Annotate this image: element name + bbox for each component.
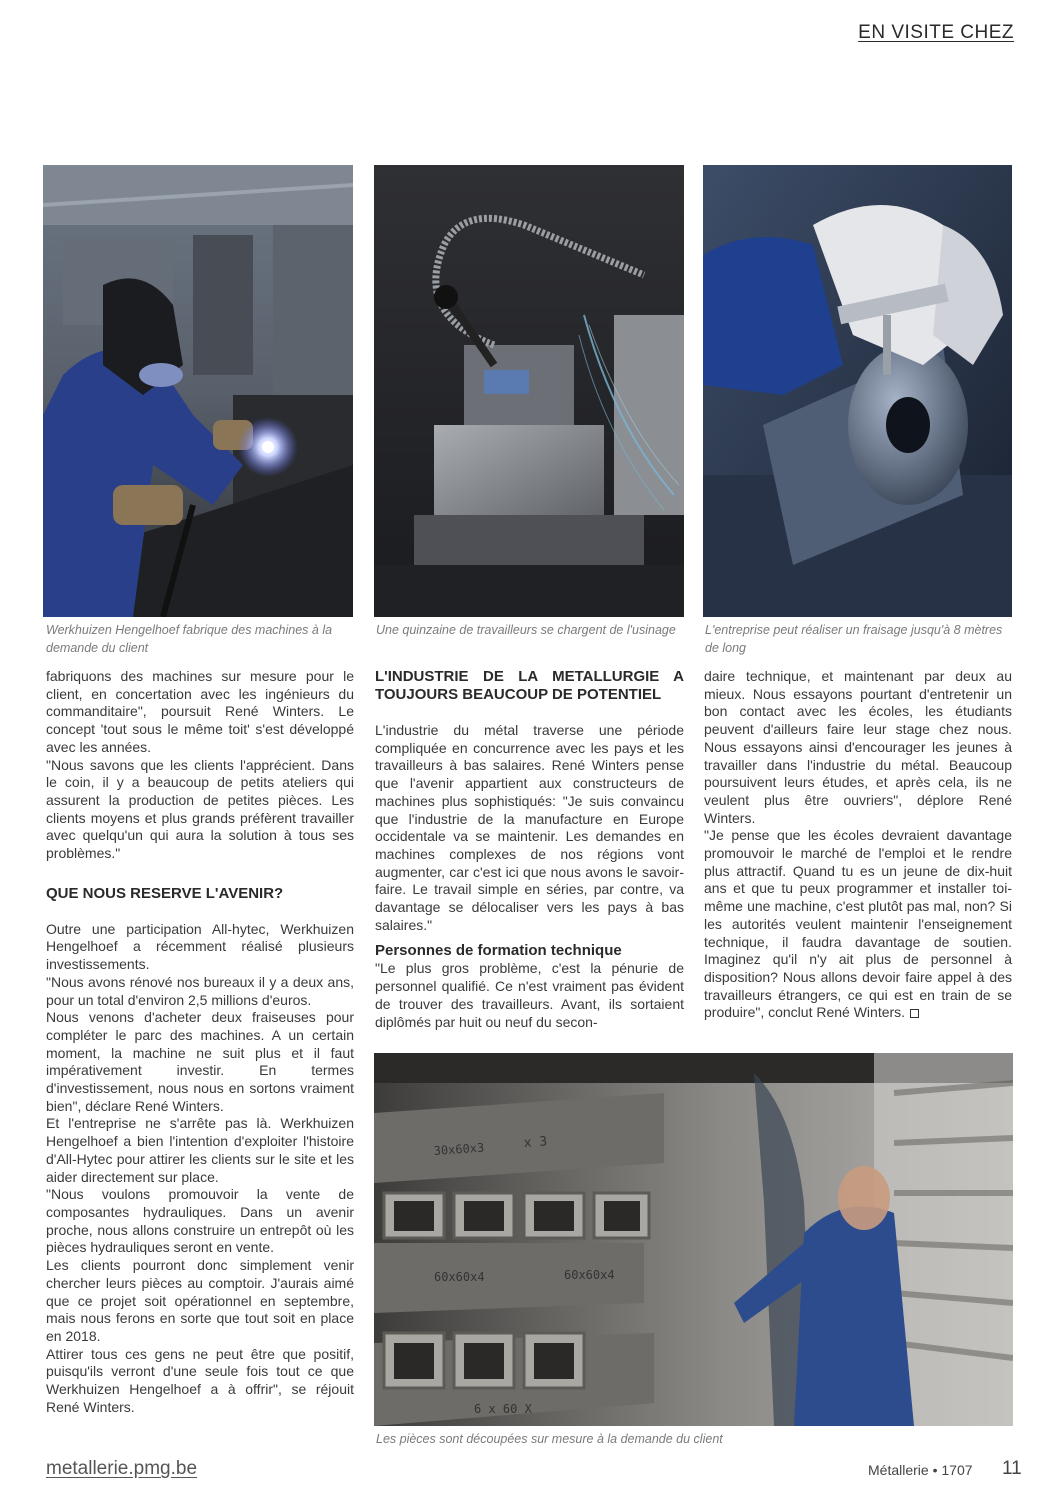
welder-photo — [43, 165, 353, 617]
lathe-caption: Une quinzaine de travailleurs se chargent de l'usinage — [376, 623, 676, 637]
col1-paragraph: "Nous avons rénové nos bureaux il y a deux ans, pour un total d'environ 2,5 millions d'euros. — [46, 973, 354, 1008]
col2-paragraph: "Le plus gros problème, c'est la pénurie de personnel qualifié. Ce n'est vraiment pas évident de trouver des travailleurs. Avant, ils sortaient diplômés par huit ou neuf du secon- — [375, 960, 684, 1030]
tube-label: x 3 — [523, 1134, 548, 1151]
col2-heading: L'INDUSTRIE DE LA METALLURGIE A TOUJOURS BEAUCOUP DE POTENTIEL — [375, 668, 684, 703]
col1-paragraph: fabriquons des machines sur mesure pour le client, en concertation avec les ingénieurs du commanditaire", poursuit René Winters. Le concept 'tout sous le même toit' s'est développé avec les années. — [46, 668, 354, 755]
page-number: 11 — [1002, 1458, 1022, 1479]
footer-magazine-issue: Métallerie • 1707 — [868, 1462, 973, 1478]
col3-paragraph — [704, 827, 1012, 1022]
tube-label: 60x60x4 — [564, 1268, 615, 1282]
column-1 — [46, 668, 354, 1416]
col1-paragraph: "Nous voulons promouvoir la vente de composantes hydrauliques. Dans un avenir proche, nous allons construire un entrepôt où les pièces hydrauliques seront en vente. — [46, 1186, 354, 1256]
tube-label: 60x60x4 — [434, 1270, 485, 1284]
col1-paragraph: Nous venons d'acheter deux fraiseuses pour compléter le parc des machines. A un certain moment, la machine ne suit plus et il faut impérativement investir. En termes d'investissement, nous nous en sortons vraiment bien", déclare René Winters. — [46, 1009, 354, 1114]
footer-website-link[interactable]: metallerie.pmg.be — [46, 1458, 198, 1479]
welder-caption: Werkhuizen Hengelhoef fabrique des machines à la demande du client — [46, 623, 333, 655]
col1-paragraph: Outre une participation All-hytec, Werkhuizen Hengelhoef a récemment réalisé plusieurs investissements. — [46, 920, 354, 973]
tubes-caption: Les pièces sont découpées sur mesure à la demande du client — [376, 1432, 723, 1446]
col2-paragraph: L'industrie du métal traverse une période compliquée en concurrence avec les pays et les travailleurs à bas salaires. René Winters pense que l'avenir appartient aux constructeurs de machines plus sophistiqués: "Je suis convaincu que l'industrie de la manufacture en Europe occidentale va se maintenir. Les demandes en machines complexes de nos régions vont augmenter, car c'est ici que nous avons le savoir-faire. Le travail simple en séries, par contre, va davantage se délocaliser vers les pays à bas salaires." — [375, 722, 684, 933]
end-of-article-icon — [910, 1009, 919, 1018]
measure-caption: L'entreprise peut réaliser un fraisage jusqu'à 8 mètres de long — [705, 623, 1003, 655]
col1-heading: QUE NOUS RESERVE L'AVENIR? — [46, 884, 284, 902]
col1-paragraph: Et l'entreprise ne s'arrête pas là. Werkhuizen Hengelhoef a bien l'intention d'exploiter l'histoire d'All-Hytec pour attirer les clients sur le site et les aider directement sur place. — [46, 1115, 354, 1185]
section-tag: EN VISITE CHEZ — [858, 22, 1014, 43]
column-2 — [375, 668, 684, 1031]
col3-paragraph: daire technique, et maintenant par deux au mieux. Nous essayons pourtant d'entretenir un bon contact avec les écoles, les étudiants peuvent d'ailleurs faire leur stage chez nous. Nous essayons ainsi d'encourager les jeunes à travailler dans l'industrie du métal. Beaucoup poursuivent leurs études, et après cela, ils ne veulent plus être ouvriers", déplore René Winters. — [704, 668, 1012, 826]
col1-paragraph: "Nous savons que les clients l'apprécient. Dans le coin, il y a beaucoup de petits ateliers qui assurent la production de petites pièces. Les clients moyens et plus grands préfèrent travailler avec quelqu'un qui aura la solution à tous ses problèmes." — [46, 756, 354, 862]
col2-subheading: Personnes de formation technique — [375, 942, 622, 960]
tube-label: 6 x 60 X — [474, 1402, 532, 1416]
col3-paragraph-text: "Je pense que les écoles devraient davantage promouvoir le marché de l'emploi et le rendre plus attractif. Quand tu es un jeune de dix-huit ans et que tu peux programmer et installer toi-même une machine, c'est plutôt pas mal, non? Si les autorités veulent maintenir l'enseignement technique, il faudra davantage de soutien. Imaginez qu'il n'y ait plus de personnel à disposition? Nous allons devoir faire appel à des travailleurs étrangers, ce qui est en train de se produire", conclut René Winters. — [704, 827, 1012, 1021]
col1-paragraph: Attirer tous ces gens ne peut être que positif, puisqu'ils verront d'une seule fois tout ce que Werkhuizen Hengelhoef a à offrir", se réjouit René Winters. — [46, 1345, 354, 1415]
column-3 — [704, 668, 1012, 1022]
tube-label: 30x60x3 — [433, 1140, 485, 1158]
lathe-photo — [374, 165, 684, 617]
col1-paragraph: Les clients pourront donc simplement venir chercher leurs pièces au comptoir. J'aurais aimé que ce projet soit opérationnel en septembre, mais nous ferons en sorte que tout soit en place en 2018. — [46, 1257, 354, 1344]
tubes-photo — [374, 1053, 1013, 1426]
measure-photo — [703, 165, 1012, 617]
